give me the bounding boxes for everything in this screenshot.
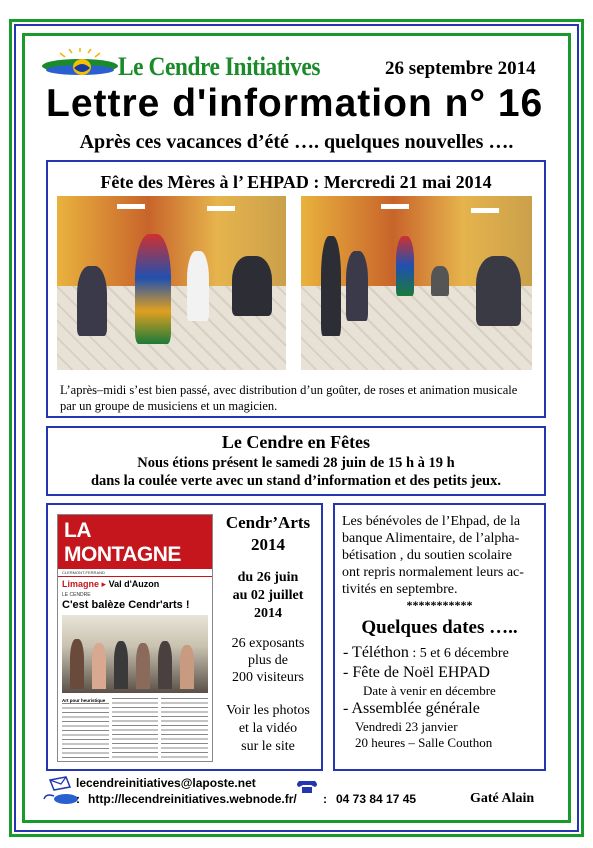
newspaper-tag: LE CENDRE bbox=[62, 592, 91, 598]
date-detail: 20 heures – Salle Couthon bbox=[355, 735, 493, 750]
section-title: Fête des Mères à l’ EHPAD : Mercredi 21 mai 2014 bbox=[100, 172, 492, 192]
page-subtitle: Après ces vacances d’été …. quelques nouvelles …. bbox=[79, 131, 514, 153]
news-line: bétisation , du soutien scolaire bbox=[342, 548, 512, 563]
le-cendre-en-fetes-section bbox=[46, 426, 546, 496]
news-section bbox=[333, 503, 546, 771]
cendrarts-details bbox=[215, 513, 321, 756]
event-line-2: dans la coulée verte avec un stand d’information et des petits jeux. bbox=[90, 473, 501, 489]
issue-date: 26 septembre 2014 bbox=[385, 58, 536, 79]
cendrarts-section bbox=[46, 503, 323, 771]
email-link[interactable]: lecendreinitiatives@laposte.net bbox=[76, 776, 256, 790]
newspaper-logo: LA MONTAGNE bbox=[58, 515, 212, 569]
date-detail: Date à venir en décembre bbox=[363, 683, 496, 698]
date-item: - Assemblée générale bbox=[343, 700, 480, 717]
newspaper-clipping: LA MONTAGNE CLERMONT-FERRAND Limagne ▸ Val d'Auzon LE CENDRE C'est balèze Cendr'arts ! Art pour heuristique bbox=[57, 514, 213, 762]
news-line: banque Alimentaire, de l’alpha- bbox=[342, 531, 520, 546]
dates-title: Quelques dates ….. bbox=[361, 617, 518, 638]
cendrarts-date: 2014 bbox=[254, 606, 282, 621]
website-link[interactable]: http://lecendreinitiatives.webnode.fr/ bbox=[88, 792, 297, 806]
page-title: Lettre d'information n° 16 bbox=[46, 82, 544, 125]
newspaper-subhead: Art pour heuristique bbox=[62, 698, 106, 703]
cendrarts-date: du 26 juin bbox=[237, 570, 299, 585]
newspaper-body bbox=[58, 696, 212, 762]
cendrarts-media: sur le site bbox=[241, 739, 295, 754]
cendrarts-year: 2014 bbox=[251, 535, 285, 554]
date-item: - Fête de Noël EHPAD bbox=[343, 664, 490, 681]
author-name: Gaté Alain bbox=[470, 791, 535, 806]
newspaper-section-sub: Val d'Auzon bbox=[108, 579, 160, 589]
brand-name: Le Cendre Initiatives bbox=[118, 52, 321, 81]
cendrarts-media: Voir les photos bbox=[226, 703, 310, 718]
news-line: ont repris normalement leurs ac- bbox=[342, 565, 524, 580]
caption-line-1: L’après–midi s’est bien passé, avec distribution d’un goûter, de roses et animation musicale bbox=[60, 383, 518, 397]
newspaper-section: Limagne bbox=[62, 579, 100, 589]
newspaper-photo bbox=[62, 615, 208, 693]
news-line: Les bénévoles de l’Ehpad, de la bbox=[342, 514, 521, 529]
cendrarts-date: au 02 juillet bbox=[232, 588, 304, 603]
separator: *********** bbox=[406, 598, 473, 612]
colon-label: : bbox=[76, 792, 80, 806]
envelope-icon bbox=[48, 775, 72, 791]
phone-number: 04 73 84 17 45 bbox=[336, 792, 417, 806]
news-line: tivités en septembre. bbox=[342, 582, 458, 597]
logo-icon bbox=[40, 48, 120, 84]
event-line-1: Nous étions présent le samedi 28 juin de 15 h à 19 h bbox=[137, 455, 455, 471]
event-photo-2 bbox=[301, 196, 532, 370]
date-item: - Téléthon : 5 et 6 décembre bbox=[343, 644, 509, 661]
newspaper-headline: C'est balèze Cendr'arts ! bbox=[62, 599, 190, 611]
colon-label: : bbox=[323, 792, 327, 806]
fete-des-meres-section bbox=[46, 160, 546, 418]
section-title: Le Cendre en Fêtes bbox=[221, 432, 371, 452]
dates-list bbox=[335, 643, 544, 751]
phone-icon bbox=[295, 779, 321, 795]
cendrarts-media: et la vidéo bbox=[238, 721, 298, 736]
cendrarts-stat: 200 visiteurs bbox=[232, 670, 304, 685]
event-photo-1 bbox=[57, 196, 286, 370]
cendrarts-stat: 26 exposants bbox=[231, 636, 305, 651]
newspaper-logo-sub: CLERMONT-FERRAND bbox=[58, 569, 212, 577]
date-detail: Vendredi 23 janvier bbox=[355, 719, 458, 734]
cendrarts-title: Cendr’Arts bbox=[225, 513, 311, 532]
caption-line-2: par un groupe de musiciens et un magicien. bbox=[60, 399, 278, 413]
news-paragraph bbox=[335, 505, 544, 598]
cendrarts-stat: plus de bbox=[247, 653, 289, 668]
